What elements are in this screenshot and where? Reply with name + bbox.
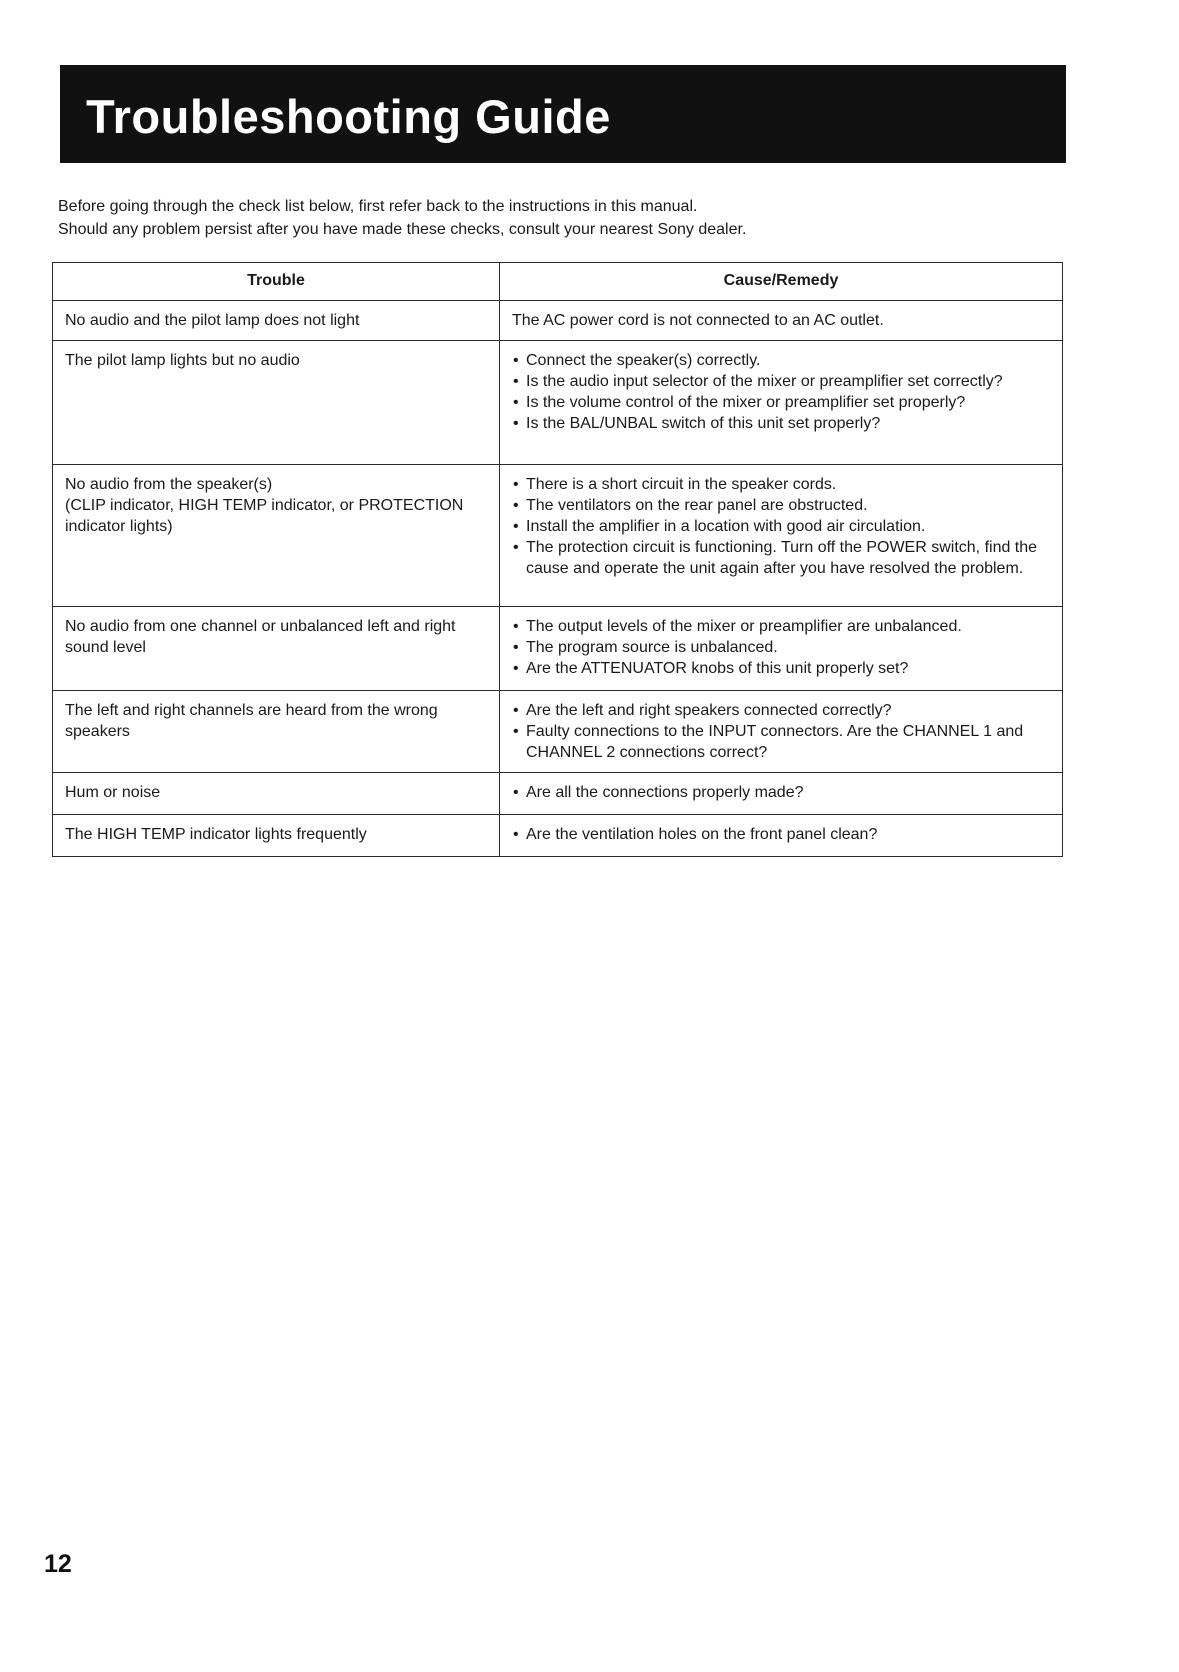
trouble-text: The pilot lamp lights but no audio [65, 352, 300, 369]
trouble-cell [53, 607, 500, 691]
remedy-cell [500, 691, 1063, 773]
remedy-list [512, 616, 1052, 679]
remedy-item: • Faulty connections to the INPUT connectors. Are the CHANNEL 1 and CHANNEL 2 connections correct? [512, 721, 1052, 763]
remedy-cell [500, 465, 1063, 607]
remedy-cell [500, 815, 1063, 857]
remedy-item: • Are the ATTENUATOR knobs of this unit properly set? [512, 658, 1052, 679]
trouble-text: Hum or noise [65, 784, 161, 801]
intro-line-2: Should any problem persist after you have made these checks, consult your nearest Sony dealer. [58, 221, 747, 238]
remedy-item: • There is a short circuit in the speaker cords. [512, 474, 1052, 495]
remedy-cell [500, 607, 1063, 691]
remedy-cell [500, 773, 1063, 815]
remedy-list [512, 824, 1052, 845]
remedy-item: • Is the volume control of the mixer or preamplifier set properly? [512, 392, 1052, 413]
trouble-text: No audio from the speaker(s) [65, 476, 273, 493]
remedy-list [512, 474, 1052, 579]
trouble-cell [53, 465, 500, 607]
page-number: 12 [44, 1550, 72, 1578]
remedy-item: • Connect the speaker(s) correctly. [512, 350, 1052, 371]
table-row [53, 773, 1063, 815]
intro-text [58, 195, 1058, 241]
remedy-item: • Are the ventilation holes on the front panel clean? [512, 824, 1052, 845]
remedy-item: • The protection circuit is functioning. Turn off the POWER switch, find the cause and operate the unit again after you have resolved the problem. [512, 537, 1052, 579]
remedy-list [512, 350, 1052, 434]
title-banner [60, 65, 1066, 163]
table-header-row [53, 263, 1063, 301]
remedy-item: • Is the BAL/UNBAL switch of this unit set properly? [512, 413, 1052, 434]
remedy-cell [500, 341, 1063, 465]
trouble-cell [53, 301, 500, 341]
trouble-text: The HIGH TEMP indicator lights frequently [65, 826, 367, 843]
troubleshooting-table [52, 262, 1063, 857]
trouble-cell [53, 341, 500, 465]
trouble-text: The left and right channels are heard from the wrong speakers [65, 702, 438, 740]
table-row [53, 301, 1063, 341]
remedy-item: • Is the audio input selector of the mixer or preamplifier set correctly? [512, 371, 1052, 392]
trouble-cell [53, 773, 500, 815]
remedy-item: • The program source is unbalanced. [512, 637, 1052, 658]
remedy-cell [500, 301, 1063, 341]
table-row [53, 691, 1063, 773]
table-row [53, 465, 1063, 607]
trouble-cell [53, 815, 500, 857]
header-trouble: Trouble [53, 263, 500, 301]
page-title: Troubleshooting Guide [86, 89, 611, 143]
remedy-item: • Are the left and right speakers connected correctly? [512, 700, 1052, 721]
table-row [53, 815, 1063, 857]
intro-line-1: Before going through the check list below, first refer back to the instructions in this manual. [58, 198, 698, 215]
header-cause-remedy: Cause/Remedy [500, 263, 1063, 301]
trouble-text: No audio and the pilot lamp does not light [65, 312, 360, 329]
trouble-cell [53, 691, 500, 773]
remedy-text: The AC power cord is not connected to an AC outlet. [512, 312, 884, 329]
table-row [53, 341, 1063, 465]
remedy-item: • Are all the connections properly made? [512, 782, 1052, 803]
remedy-item: • Install the amplifier in a location with good air circulation. [512, 516, 1052, 537]
remedy-item: • The ventilators on the rear panel are obstructed. [512, 495, 1052, 516]
trouble-detail-text: (CLIP indicator, HIGH TEMP indicator, or PROTECTION indicator lights) [65, 497, 464, 535]
remedy-list [512, 700, 1052, 763]
remedy-list [512, 782, 1052, 803]
table-row [53, 607, 1063, 691]
remedy-item: • The output levels of the mixer or preamplifier are unbalanced. [512, 616, 1052, 637]
trouble-text: No audio from one channel or unbalanced left and right sound level [65, 618, 456, 656]
